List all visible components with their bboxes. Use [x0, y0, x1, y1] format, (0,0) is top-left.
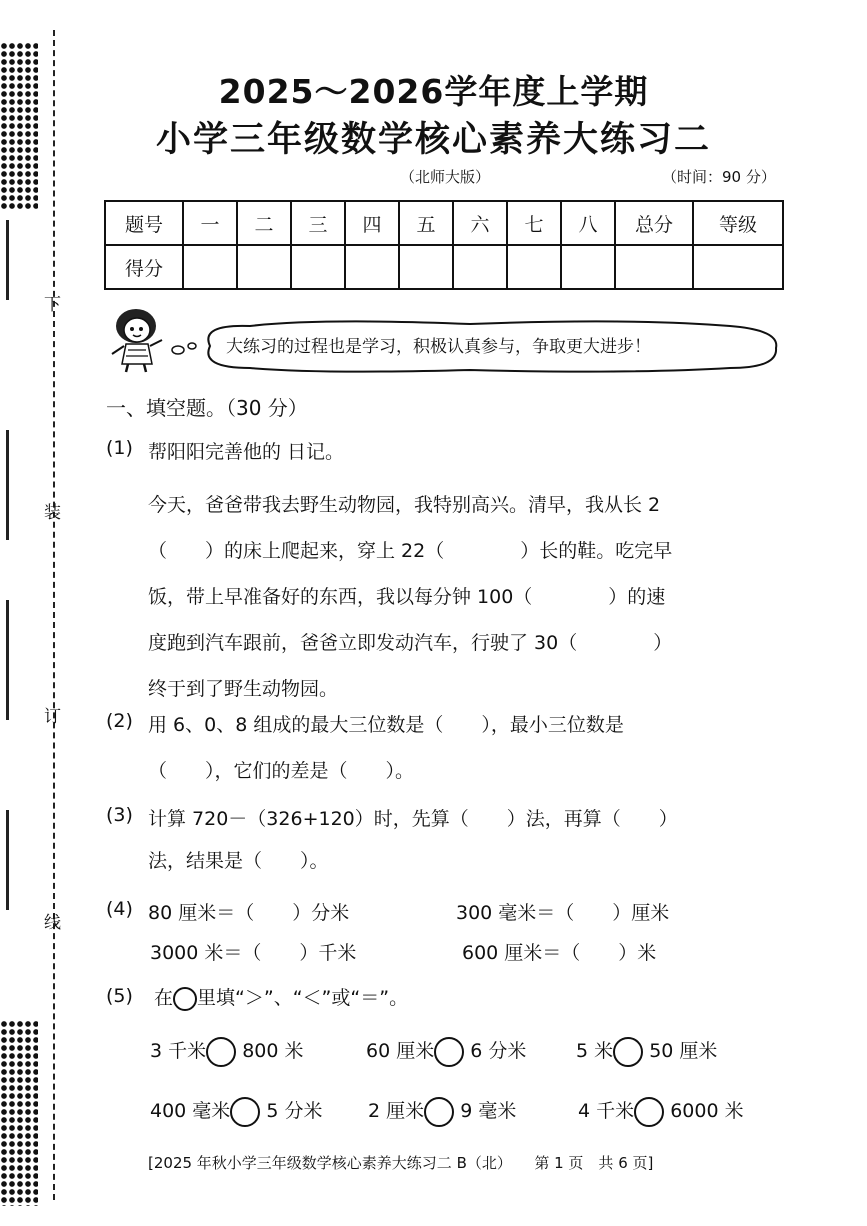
compare-circle[interactable]	[434, 1037, 464, 1067]
score-cell[interactable]	[693, 245, 783, 289]
compare-left: 2 厘米	[368, 1100, 425, 1122]
page-title-line2: 小学三年级数学核心素养大练习二	[155, 120, 711, 160]
compare-right: 50 厘米	[649, 1040, 718, 1062]
question-line: 计算 720－（326+120）时，先算（ ）法，再算（ ）	[148, 808, 678, 830]
diary-line: 度跑到汽车跟前，爸爸立即发动汽车，行驶了 30（ ）	[148, 632, 673, 654]
score-header-cell: 一	[183, 201, 237, 245]
question-prompt: 帮阳阳完善他的 日记。	[148, 441, 345, 463]
page-footer: [2025 年秋小学三年级数学核心素养大练习二 B（北） 第 1 页 共 6 页]	[148, 1154, 654, 1172]
binding-bar	[6, 220, 9, 300]
score-cell[interactable]	[183, 245, 237, 289]
circle-icon	[173, 987, 197, 1011]
score-header-cell: 七	[507, 201, 561, 245]
prompt-part: 在	[154, 987, 174, 1009]
score-row-label: 得分	[105, 245, 183, 289]
diary-line: （ ）的床上爬起来，穿上 22（ ）长的鞋。吃完早	[148, 540, 673, 562]
score-cell[interactable]	[291, 245, 345, 289]
score-cell[interactable]	[561, 245, 615, 289]
compare-item	[576, 1036, 717, 1067]
question-number: (5)	[106, 985, 133, 1007]
question-number: (3)	[106, 804, 133, 826]
score-header-cell: 总分	[615, 201, 693, 245]
question-line: 用 6、0、8 组成的最大三位数是（ ），最小三位数是	[148, 714, 624, 736]
compare-right: 5 分米	[266, 1100, 323, 1122]
conversion-item: 3000 米＝（ ）千米	[150, 942, 357, 964]
compare-circle[interactable]	[613, 1037, 643, 1067]
binding-char: 装	[44, 503, 61, 523]
page-title-line1: 2025～2026学年度上学期	[218, 72, 649, 111]
diary-line: 今天，爸爸带我去野生动物园，我特别高兴。清早，我从长 2	[148, 494, 661, 516]
compare-left: 60 厘米	[366, 1040, 435, 1062]
compare-left: 5 米	[576, 1040, 614, 1062]
compare-circle[interactable]	[634, 1097, 664, 1127]
compare-left: 400 毫米	[150, 1100, 231, 1122]
conversion-item: 300 毫米＝（ ）厘米	[456, 902, 670, 924]
conversion-item: 80 厘米＝（ ）分米	[148, 902, 350, 924]
compare-item	[366, 1036, 526, 1067]
question-line: （ ），它们的差是（ ）。	[148, 760, 415, 782]
question-number: (1)	[106, 437, 133, 459]
score-table-score-row	[105, 245, 783, 289]
binding-dashed-line	[53, 30, 55, 1200]
score-header-cell: 六	[453, 201, 507, 245]
binding-char: 线	[44, 913, 61, 933]
binding-bar	[6, 600, 9, 720]
conversion-item: 600 厘米＝（ ）米	[462, 942, 657, 964]
score-header-cell: 四	[345, 201, 399, 245]
score-header-cell: 三	[291, 201, 345, 245]
score-cell[interactable]	[345, 245, 399, 289]
binding-char: 订	[44, 707, 61, 727]
question-line: 法，结果是（ ）。	[148, 850, 329, 872]
binding-bar	[6, 430, 9, 540]
compare-circle[interactable]	[424, 1097, 454, 1127]
girl-mascot-icon	[108, 306, 168, 374]
prompt-part: 里填“＞”、“＜”或“＝”。	[197, 987, 409, 1009]
compare-right: 6 分米	[470, 1040, 527, 1062]
diary-line: 终于到了野生动物园。	[148, 678, 339, 700]
score-cell[interactable]	[615, 245, 693, 289]
score-cell[interactable]	[507, 245, 561, 289]
compare-left: 4 千米	[578, 1100, 635, 1122]
question-number: (4)	[106, 898, 133, 920]
compare-item	[150, 1036, 304, 1067]
compare-item	[150, 1096, 323, 1127]
compare-right: 9 毫米	[460, 1100, 517, 1122]
score-cell[interactable]	[237, 245, 291, 289]
motto-text: 大练习的过程也是学习，积极认真参与，争取更大进步！	[226, 337, 651, 357]
edition-label: （北师大版）	[400, 168, 491, 186]
compare-left: 3 千米	[150, 1040, 207, 1062]
section-title: 一、填空题。（30 分）	[106, 396, 308, 420]
compare-item	[578, 1096, 744, 1127]
score-header-cell: 题号	[105, 201, 183, 245]
compare-item	[368, 1096, 516, 1127]
question-prompt	[154, 983, 408, 1011]
score-header-cell: 等级	[693, 201, 783, 245]
diary-line: 饭，带上早准备好的东西，我以每分钟 100（ ）的速	[148, 586, 666, 608]
compare-circle[interactable]	[206, 1037, 236, 1067]
time-label: （时间：90 分）	[662, 168, 776, 186]
score-header-cell: 八	[561, 201, 615, 245]
score-table-header-row	[105, 201, 783, 245]
score-header-cell: 二	[237, 201, 291, 245]
binding-char: 下	[44, 295, 61, 315]
question-number: (2)	[106, 710, 133, 732]
binding-bar	[6, 810, 9, 910]
score-header-cell: 五	[399, 201, 453, 245]
compare-right: 800 米	[242, 1040, 304, 1062]
score-table	[104, 200, 784, 290]
compare-right: 6000 米	[670, 1100, 744, 1122]
score-cell[interactable]	[453, 245, 507, 289]
compare-circle[interactable]	[230, 1097, 260, 1127]
score-cell[interactable]	[399, 245, 453, 289]
binding-pattern-bottom	[0, 1020, 38, 1206]
